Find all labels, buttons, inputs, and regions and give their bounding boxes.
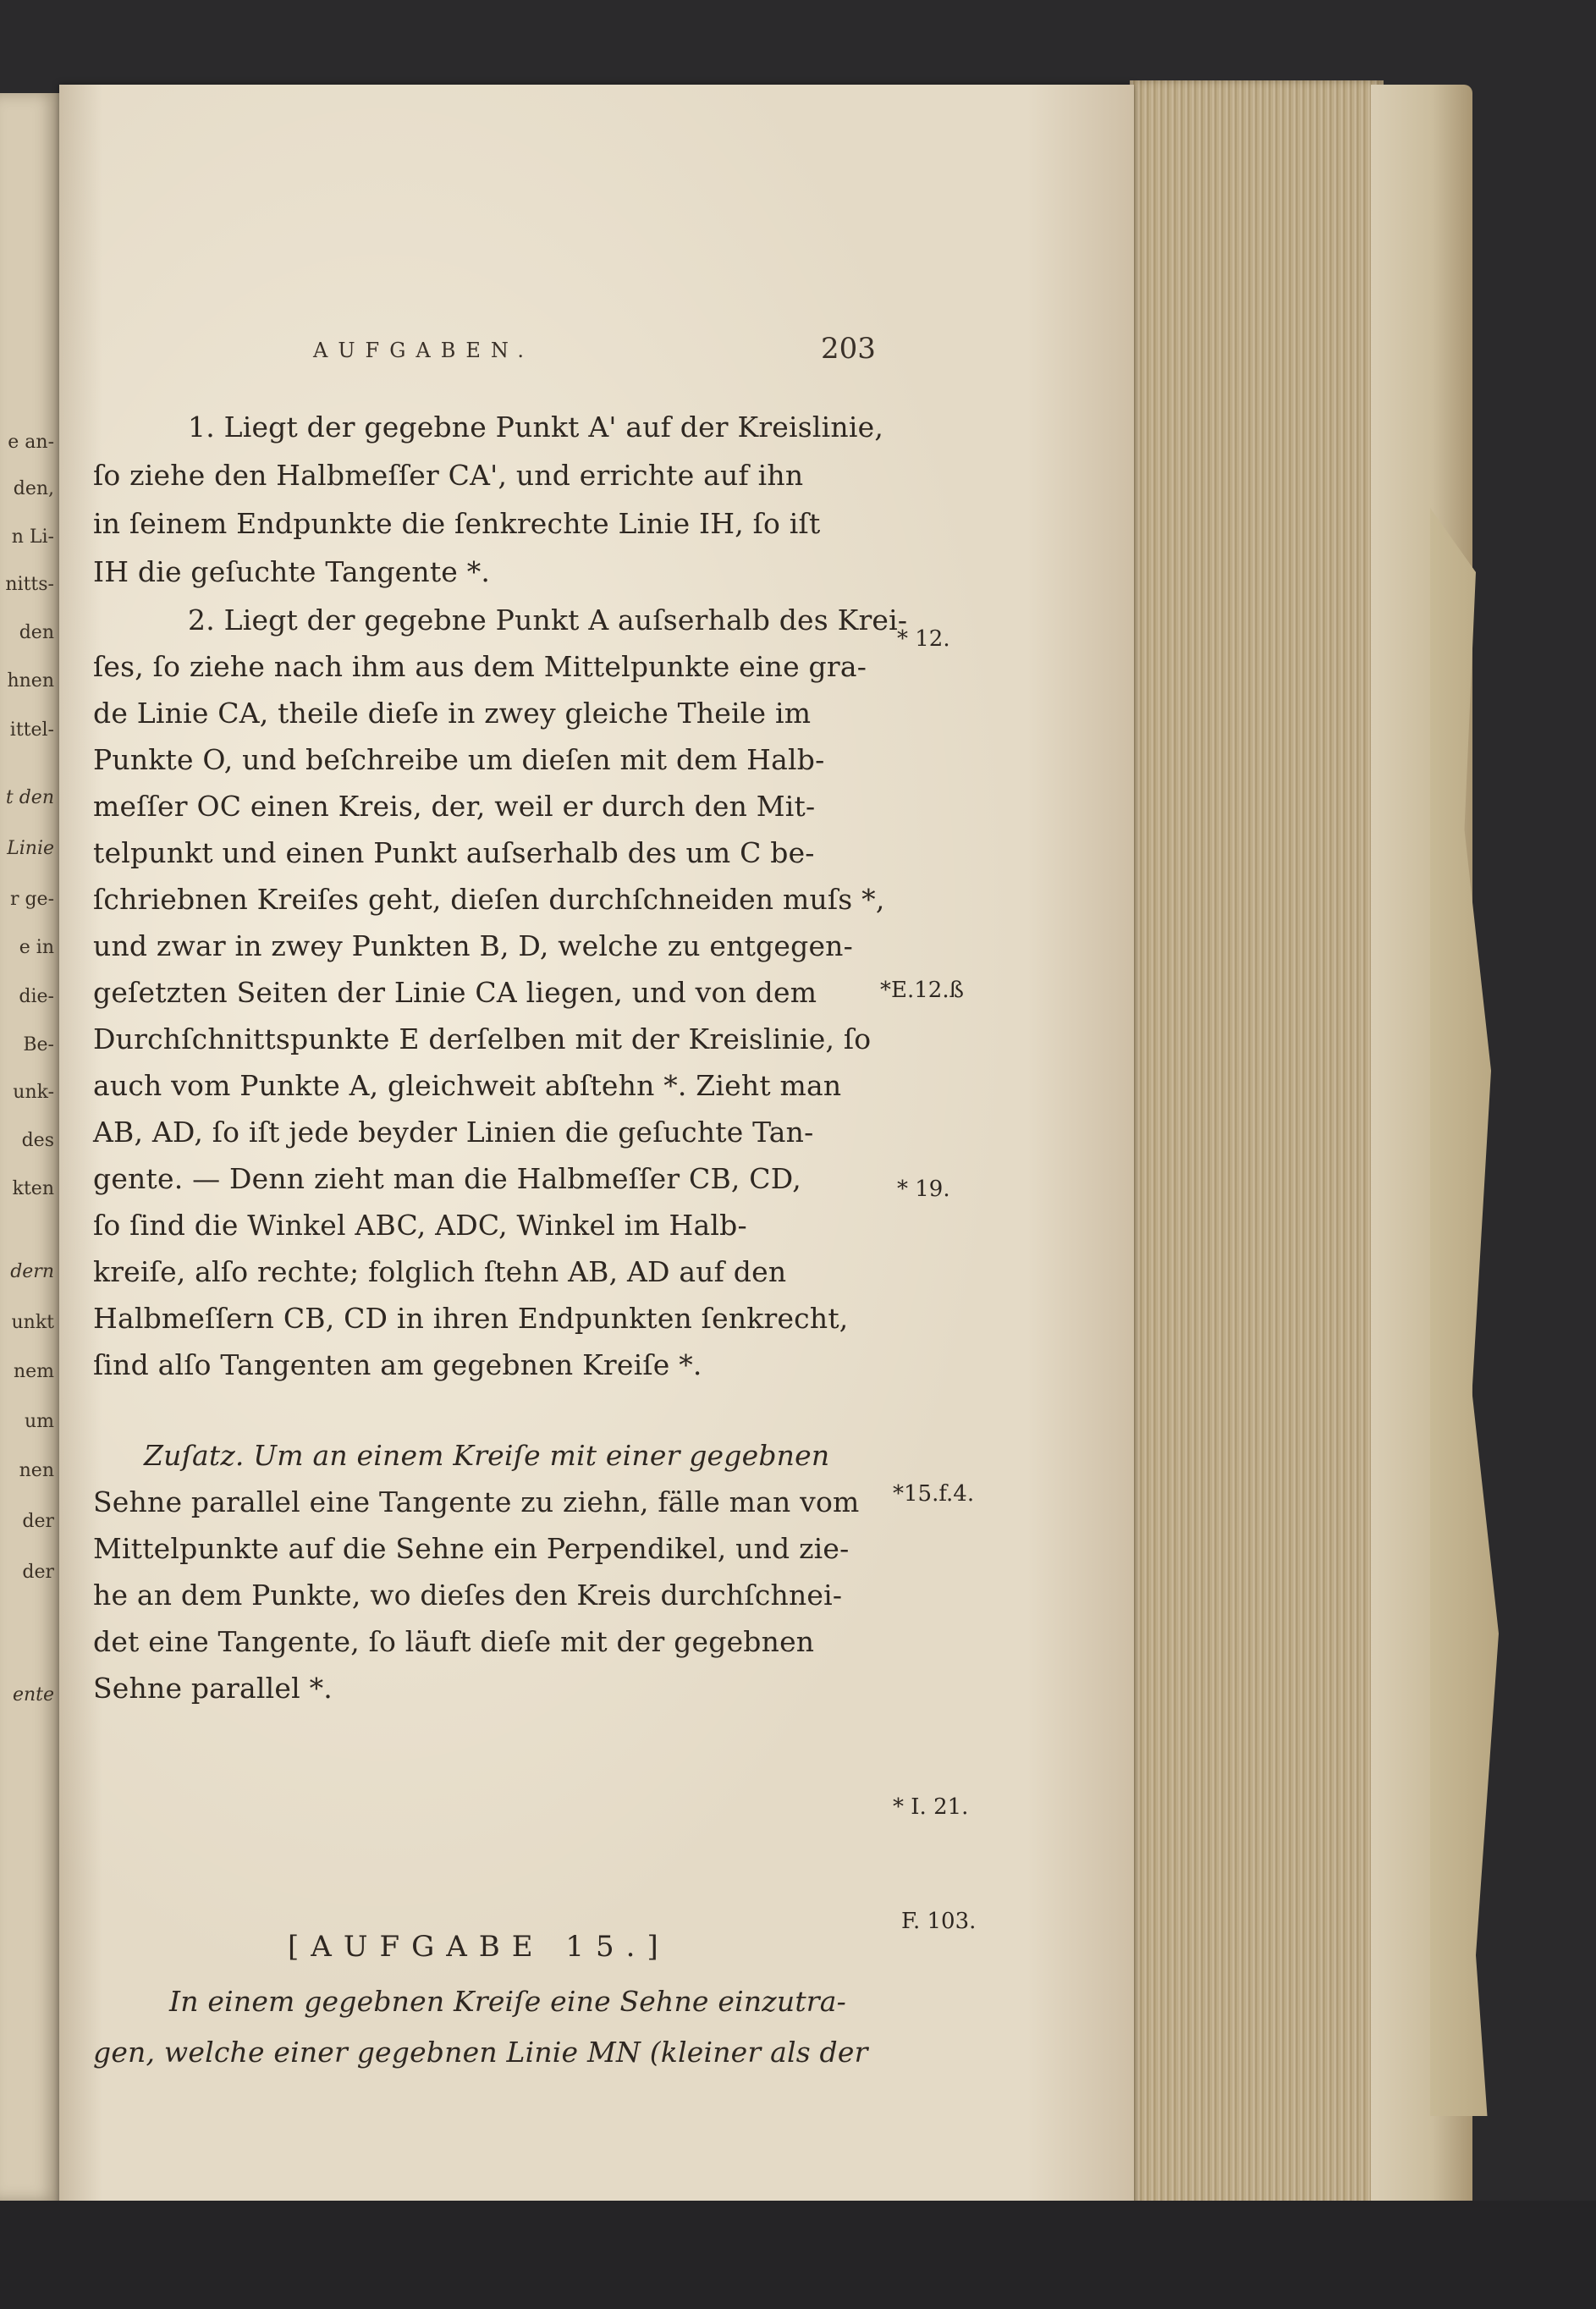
margin-note: * 19. <box>897 1177 950 1202</box>
facing-page-fragment: den <box>19 622 54 643</box>
margin-note: F. 103. <box>901 1909 977 1934</box>
facing-page-fragment: unk- <box>13 1082 54 1103</box>
text-line: in ſeinem Endpunkte die ſenkrechte Linie IH, ſo iſt <box>93 507 821 540</box>
facing-page-fragment: den, <box>13 478 54 499</box>
text-line: det eine Tangente, ſo läuft dieſe mit der gegebnen <box>93 1625 815 1658</box>
facing-page-fragment: nen <box>19 1460 54 1481</box>
text-line: Sehne parallel *. <box>93 1672 333 1705</box>
text-line: kreiſe, alſo rechte; folglich ſtehn AB, AD auf den <box>93 1255 787 1288</box>
facing-page-fragment: die- <box>19 986 54 1007</box>
running-header: AUFGABEN. <box>313 339 534 362</box>
text-line: 2. Liegt der gegebne Punkt A auſserhalb des Krei- <box>188 603 908 636</box>
text-line: und zwar in zwey Punkten B, D, welche zu entgegen- <box>93 929 853 962</box>
page-stack-fore-edge <box>1130 80 1384 2218</box>
text-line: Zuſatz. Um an einem Kreiſe mit einer gegebnen <box>144 1439 830 1472</box>
facing-page-fragment: ittel- <box>9 719 54 741</box>
facing-page-fragment: ente <box>12 1684 54 1706</box>
facing-page-fragment: der <box>22 1562 54 1583</box>
facing-page-fragment: Linie <box>7 838 54 859</box>
facing-page-fragment: Be- <box>23 1034 54 1055</box>
facing-page-fragment: um <box>24 1411 54 1432</box>
text-line: he an dem Punkte, wo dieſes den Kreis durchſchnei- <box>93 1579 843 1612</box>
text-line: Durchſchnittspunkte E derſelben mit der Kreislinie, ſo <box>93 1022 872 1055</box>
book-page <box>59 85 1134 2209</box>
text-line: In einem gegebnen Kreiſe eine Sehne einzutra- <box>169 1985 846 2018</box>
background-bottom <box>0 2201 1596 2309</box>
text-line: Mittelpunkte auf die Sehne ein Perpendikel, und zie- <box>93 1532 850 1565</box>
text-line: de Linie CA, theile dieſe in zwey gleiche Theile im <box>93 697 812 730</box>
text-line: auch vom Punkte A, gleichweit abſtehn *. Zieht man <box>93 1069 842 1102</box>
margin-note: *15.f.4. <box>893 1481 975 1507</box>
page-number: 203 <box>821 332 876 366</box>
margin-note: * 12. <box>897 626 950 652</box>
text-line: ſo ſind die Winkel ABC, ADC, Winkel im Halb- <box>93 1209 747 1242</box>
text-line: IH die geſuchte Tangente *. <box>93 555 491 588</box>
facing-page-edge <box>0 93 63 2201</box>
facing-page-fragment: e in <box>19 937 54 958</box>
facing-page-fragment: e an- <box>8 432 54 453</box>
text-line: telpunkt und einen Punkt auſserhalb des um C be- <box>93 836 815 869</box>
text-line: ſo ziehe den Halbmeſſer CA', und errichte auf ihn <box>93 459 804 492</box>
text-line: Punkte O, und beſchreibe um dieſen mit dem Halb- <box>93 743 825 776</box>
facing-page-fragment: n Li- <box>11 526 54 548</box>
facing-page-fragment: kten <box>12 1178 54 1199</box>
facing-page-fragment: r ge- <box>9 889 54 910</box>
text-line: Halbmeſſern CB, CD in ihren Endpunkten ſenkrecht, <box>93 1302 849 1335</box>
facing-page-fragment: des <box>21 1130 54 1151</box>
text-line: AB, AD, ſo iſt jede beyder Linien die geſuchte Tan- <box>93 1116 814 1149</box>
text-line: Sehne parallel eine Tangente zu ziehn, fälle man vom <box>93 1485 860 1518</box>
facing-page-fragment: der <box>22 1511 54 1532</box>
text-line: ſes, ſo ziehe nach ihm aus dem Mittelpunkte eine gra- <box>93 650 867 683</box>
facing-page-fragment: unkt <box>11 1312 54 1333</box>
text-line: ſchriebnen Kreiſes geht, dieſen durchſchneiden muſs *, <box>93 883 885 916</box>
margin-note: * I. 21. <box>893 1794 969 1820</box>
text-line: meſſer OC einen Kreis, der, weil er durch den Mit- <box>93 790 816 823</box>
text-line: geſetzten Seiten der Linie CA liegen, und von dem <box>93 976 817 1009</box>
margin-note: *E.12.ß <box>880 978 964 1003</box>
text-line: gente. — Denn zieht man die Halbmeſſer CB, CD, <box>93 1162 801 1195</box>
text-line: gen, welche einer gegebnen Linie MN (kleiner als der <box>93 2036 868 2069</box>
problem-heading: [AUFGABE 15.] <box>288 1930 670 1964</box>
text-line: 1. Liegt der gegebne Punkt A' auf der Kreislinie, <box>188 411 884 444</box>
facing-page-fragment: dern <box>10 1261 54 1282</box>
text-line: ſind alſo Tangenten am gegebnen Kreiſe *. <box>93 1348 702 1381</box>
facing-page-fragment: nitts- <box>5 574 54 595</box>
facing-page-fragment: t den <box>5 787 54 808</box>
facing-page-fragment: nem <box>13 1361 54 1382</box>
facing-page-fragment: hnen <box>7 670 54 692</box>
